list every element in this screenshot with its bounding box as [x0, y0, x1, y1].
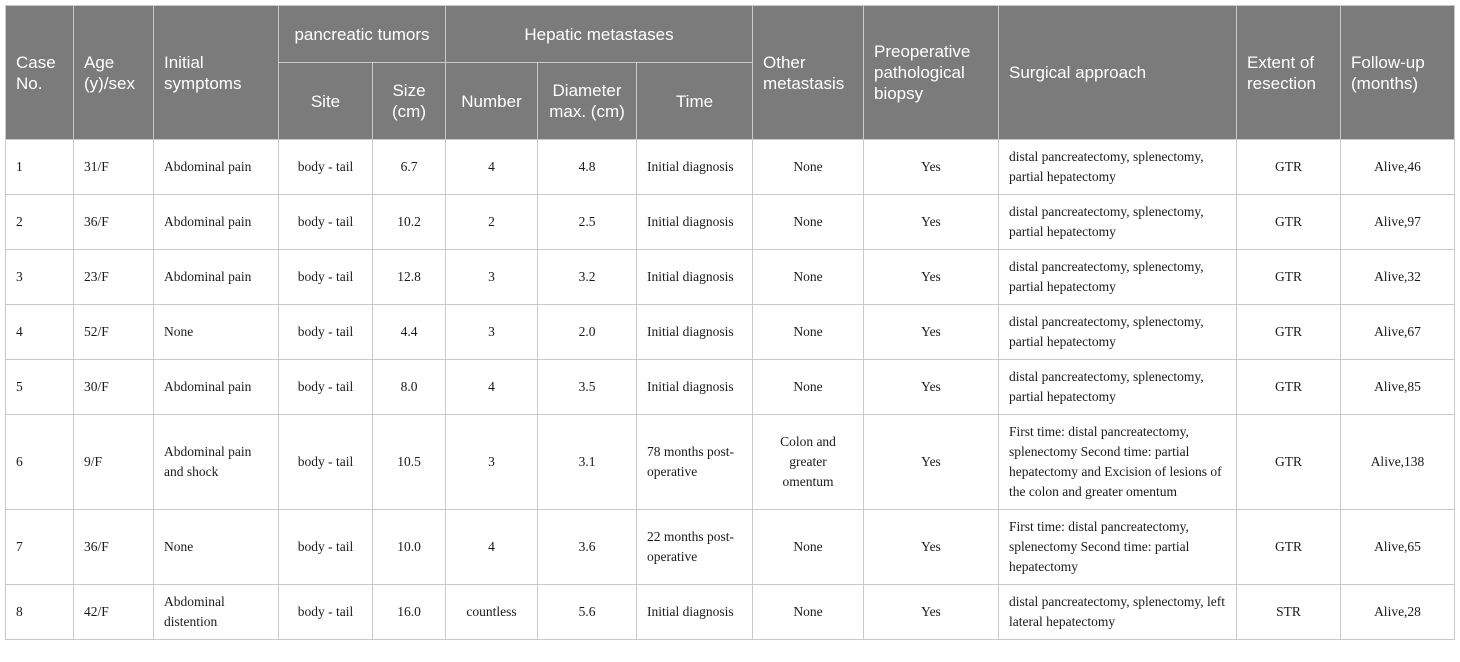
- cell-size: 10.0: [373, 510, 446, 585]
- cell-age-sex: 36/F: [74, 510, 154, 585]
- cell-age-sex: 31/F: [74, 140, 154, 195]
- cell-case-no: 1: [6, 140, 74, 195]
- cell-initial-symptoms: None: [154, 510, 279, 585]
- cell-preoperative-biopsy: Yes: [864, 510, 999, 585]
- cell-other-metastasis: None: [753, 195, 864, 250]
- cell-extent-of-resection: GTR: [1237, 360, 1341, 415]
- cell-site: body - tail: [279, 305, 373, 360]
- table-row: [6, 195, 1455, 250]
- header-other-metastasis: Other metastasis: [753, 6, 864, 140]
- cell-number: 3: [446, 305, 538, 360]
- cell-surgical-approach: distal pancreatectomy, splenectomy, partial hepatectomy: [999, 305, 1237, 360]
- header-hepatic-metastases: Hepatic metastases: [446, 6, 753, 63]
- cell-site: body - tail: [279, 360, 373, 415]
- table-row: [6, 585, 1455, 640]
- cell-follow-up: Alive,65: [1341, 510, 1455, 585]
- cell-size: 16.0: [373, 585, 446, 640]
- cell-number: 3: [446, 415, 538, 510]
- cell-initial-symptoms: Abdominal pain: [154, 195, 279, 250]
- cell-site: body - tail: [279, 250, 373, 305]
- cell-other-metastasis: None: [753, 510, 864, 585]
- cell-age-sex: 42/F: [74, 585, 154, 640]
- cell-surgical-approach: distal pancreatectomy, splenectomy, partial hepatectomy: [999, 250, 1237, 305]
- cell-other-metastasis: None: [753, 305, 864, 360]
- cell-age-sex: 9/F: [74, 415, 154, 510]
- cell-initial-symptoms: Abdominal pain: [154, 250, 279, 305]
- cell-other-metastasis: Colon and greater omentum: [753, 415, 864, 510]
- table-row: [6, 140, 1455, 195]
- cell-time: Initial diagnosis: [637, 305, 753, 360]
- table-row: [6, 510, 1455, 585]
- cell-extent-of-resection: GTR: [1237, 305, 1341, 360]
- case-table: [5, 5, 1455, 640]
- cell-follow-up: Alive,97: [1341, 195, 1455, 250]
- cell-initial-symptoms: Abdominal pain: [154, 360, 279, 415]
- header-size: Size (cm): [373, 63, 446, 140]
- cell-surgical-approach: First time: distal pancreatectomy, splenectomy Second time: partial hepatectomy: [999, 510, 1237, 585]
- cell-follow-up: Alive,138: [1341, 415, 1455, 510]
- cell-surgical-approach: distal pancreatectomy, splenectomy, partial hepatectomy: [999, 195, 1237, 250]
- cell-extent-of-resection: GTR: [1237, 195, 1341, 250]
- cell-extent-of-resection: GTR: [1237, 415, 1341, 510]
- table-body: [6, 140, 1455, 640]
- cell-size: 4.4: [373, 305, 446, 360]
- cell-extent-of-resection: STR: [1237, 585, 1341, 640]
- table-row: [6, 360, 1455, 415]
- header-surgical-approach: Surgical approach: [999, 6, 1237, 140]
- cell-time: Initial diagnosis: [637, 360, 753, 415]
- cell-time: Initial diagnosis: [637, 250, 753, 305]
- cell-preoperative-biopsy: Yes: [864, 250, 999, 305]
- header-extent-of-resection: Extent of resection: [1237, 6, 1341, 140]
- cell-number: 4: [446, 510, 538, 585]
- header-number: Number: [446, 63, 538, 140]
- header-time: Time: [637, 63, 753, 140]
- cell-diameter-max: 3.2: [538, 250, 637, 305]
- cell-diameter-max: 5.6: [538, 585, 637, 640]
- cell-preoperative-biopsy: Yes: [864, 305, 999, 360]
- cell-extent-of-resection: GTR: [1237, 140, 1341, 195]
- cell-initial-symptoms: Abdominal pain and shock: [154, 415, 279, 510]
- cell-initial-symptoms: None: [154, 305, 279, 360]
- cell-number: 2: [446, 195, 538, 250]
- cell-time: Initial diagnosis: [637, 140, 753, 195]
- header-case-no: Case No.: [6, 6, 74, 140]
- header-preoperative-biopsy: Preoperative pathological biopsy: [864, 6, 999, 140]
- cell-initial-symptoms: Abdominal pain: [154, 140, 279, 195]
- cell-other-metastasis: None: [753, 585, 864, 640]
- cell-follow-up: Alive,32: [1341, 250, 1455, 305]
- cell-time: Initial diagnosis: [637, 195, 753, 250]
- cell-diameter-max: 3.6: [538, 510, 637, 585]
- cell-site: body - tail: [279, 510, 373, 585]
- cell-diameter-max: 3.5: [538, 360, 637, 415]
- cell-site: body - tail: [279, 195, 373, 250]
- cell-time: 22 months post-operative: [637, 510, 753, 585]
- cell-other-metastasis: None: [753, 140, 864, 195]
- cell-age-sex: 30/F: [74, 360, 154, 415]
- cell-diameter-max: 3.1: [538, 415, 637, 510]
- cell-diameter-max: 2.5: [538, 195, 637, 250]
- cell-preoperative-biopsy: Yes: [864, 140, 999, 195]
- header-initial-symptoms: Initial symptoms: [154, 6, 279, 140]
- cell-time: 78 months post-operative: [637, 415, 753, 510]
- cell-case-no: 5: [6, 360, 74, 415]
- cell-case-no: 8: [6, 585, 74, 640]
- header-diameter-max: Diameter max. (cm): [538, 63, 637, 140]
- cell-number: 4: [446, 360, 538, 415]
- table-row: [6, 250, 1455, 305]
- cell-initial-symptoms: Abdominal distention: [154, 585, 279, 640]
- table-header: [6, 6, 1455, 140]
- cell-other-metastasis: None: [753, 360, 864, 415]
- cell-preoperative-biopsy: Yes: [864, 585, 999, 640]
- cell-size: 8.0: [373, 360, 446, 415]
- cell-surgical-approach: distal pancreatectomy, splenectomy, left lateral hepatectomy: [999, 585, 1237, 640]
- cell-preoperative-biopsy: Yes: [864, 360, 999, 415]
- cell-preoperative-biopsy: Yes: [864, 415, 999, 510]
- cell-follow-up: Alive,46: [1341, 140, 1455, 195]
- header-age-sex: Age (y)/sex: [74, 6, 154, 140]
- cell-site: body - tail: [279, 415, 373, 510]
- cell-follow-up: Alive,85: [1341, 360, 1455, 415]
- cell-other-metastasis: None: [753, 250, 864, 305]
- cell-case-no: 7: [6, 510, 74, 585]
- header-follow-up: Follow-up (months): [1341, 6, 1455, 140]
- cell-time: Initial diagnosis: [637, 585, 753, 640]
- cell-age-sex: 23/F: [74, 250, 154, 305]
- cell-number: 4: [446, 140, 538, 195]
- cell-age-sex: 36/F: [74, 195, 154, 250]
- cell-follow-up: Alive,28: [1341, 585, 1455, 640]
- table-row: [6, 415, 1455, 510]
- cell-case-no: 4: [6, 305, 74, 360]
- cell-surgical-approach: First time: distal pancreatectomy, splenectomy Second time: partial hepatectomy and Excision of lesions of the colon and greater omentum: [999, 415, 1237, 510]
- cell-size: 10.5: [373, 415, 446, 510]
- cell-preoperative-biopsy: Yes: [864, 195, 999, 250]
- cell-surgical-approach: distal pancreatectomy, splenectomy, partial hepatectomy: [999, 140, 1237, 195]
- cell-case-no: 3: [6, 250, 74, 305]
- cell-number: 3: [446, 250, 538, 305]
- cell-size: 6.7: [373, 140, 446, 195]
- cell-diameter-max: 2.0: [538, 305, 637, 360]
- header-pancreatic-tumors: pancreatic tumors: [279, 6, 446, 63]
- table-row: [6, 305, 1455, 360]
- cell-follow-up: Alive,67: [1341, 305, 1455, 360]
- cell-case-no: 6: [6, 415, 74, 510]
- cell-site: body - tail: [279, 585, 373, 640]
- cell-size: 10.2: [373, 195, 446, 250]
- header-site: Site: [279, 63, 373, 140]
- cell-site: body - tail: [279, 140, 373, 195]
- cell-case-no: 2: [6, 195, 74, 250]
- cell-extent-of-resection: GTR: [1237, 250, 1341, 305]
- cell-number: countless: [446, 585, 538, 640]
- cell-diameter-max: 4.8: [538, 140, 637, 195]
- cell-extent-of-resection: GTR: [1237, 510, 1341, 585]
- cell-size: 12.8: [373, 250, 446, 305]
- cell-age-sex: 52/F: [74, 305, 154, 360]
- cell-surgical-approach: distal pancreatectomy, splenectomy, partial hepatectomy: [999, 360, 1237, 415]
